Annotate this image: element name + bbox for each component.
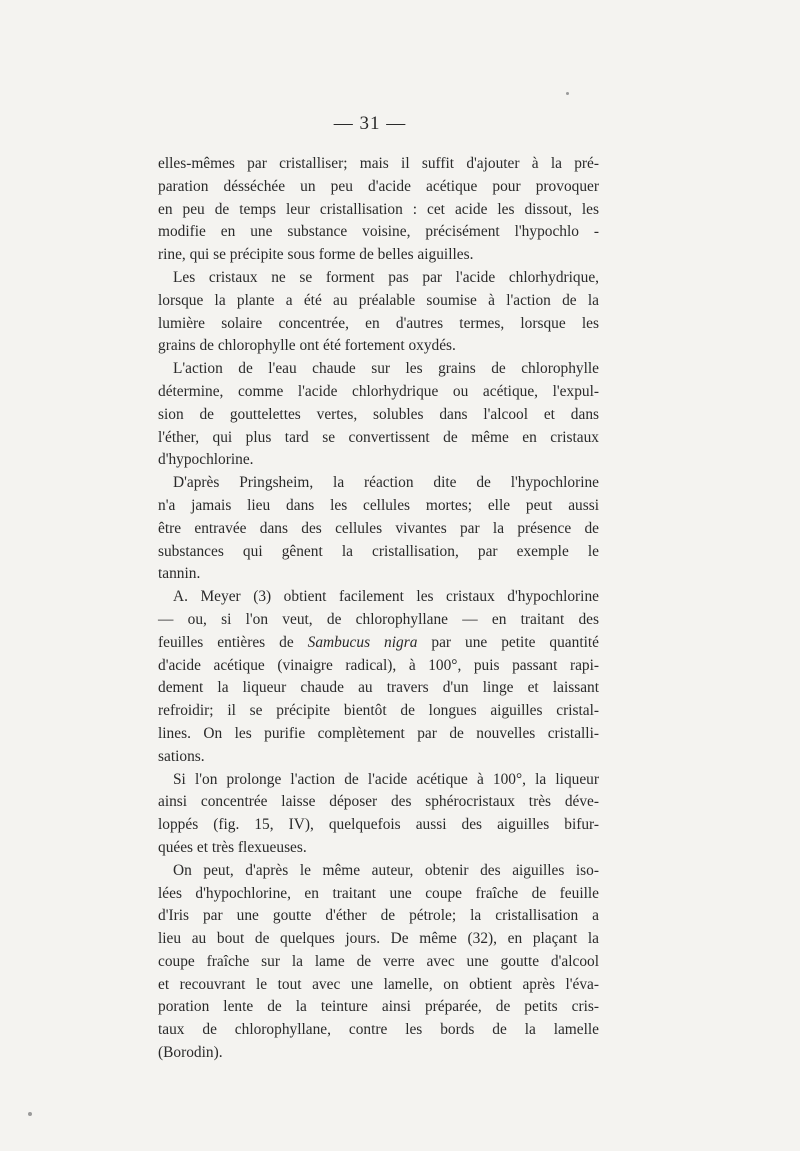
text-line: (Borodin). xyxy=(158,1044,223,1062)
text-line: lieu au bout de quelques jours. De même (32), en plaçant la xyxy=(158,930,599,948)
text-line: lumière solaire concentrée, en d'autres termes, lorsque les xyxy=(158,314,599,332)
text-line: d'Iris par une goutte d'éther de pétrole; la cristallisation a xyxy=(158,907,599,925)
text-line: — ou, si l'on veut, de chlorophyllane — en traitant des xyxy=(158,610,599,628)
text-line: l'éther, qui plus tard se convertissent de même en cristaux xyxy=(158,428,599,446)
paragraph xyxy=(158,586,599,768)
text-line: ainsi concentrée laisse déposer des sphérocristaux très déve- xyxy=(158,793,599,811)
text-line: détermine, comme l'acide chlorhydrique ou acétique, l'expul- xyxy=(158,382,599,400)
text-line: n'a jamais lieu dans les cellules mortes; elle peut aussi xyxy=(158,496,599,514)
paragraph xyxy=(158,472,599,586)
paragraph xyxy=(158,267,599,358)
text-line: grains de chlorophylle ont été fortement oxydés. xyxy=(158,337,456,355)
text-line: poration lente de la teinture ainsi préparée, de petits cris- xyxy=(158,998,599,1016)
text-line: feuilles entières de Sambucus nigra par une petite quantité xyxy=(158,633,599,651)
page-number: — 31 — xyxy=(333,113,407,134)
text-line: On peut, d'après le même auteur, obtenir des aiguilles iso- xyxy=(173,861,599,879)
text-line: lines. On les purifie complètement par de nouvelles cristalli- xyxy=(158,724,599,742)
body-text xyxy=(158,153,599,1065)
text-line: coupe fraîche sur la lame de verre avec une goutte d'alcool xyxy=(158,952,599,970)
text-line: substances qui gênent la cristallisation, par exemple le xyxy=(158,542,599,560)
text-line: paration désséchée un peu d'acide acétique pour provoquer xyxy=(158,177,599,195)
paragraph xyxy=(158,358,599,472)
text-line: en peu de temps leur cristallisation : cet acide les dissout, les xyxy=(158,200,599,218)
text-line: A. Meyer (3) obtient facilement les cristaux d'hypochlorine xyxy=(173,588,599,606)
text-line: lorsque la plante a été au préalable soumise à l'action de la xyxy=(158,291,599,309)
text-line: loppés (fig. 15, IV), quelquefois aussi des aiguilles bifur- xyxy=(158,816,599,834)
species-name: Sambucus nigra xyxy=(307,633,418,651)
text-line: quées et très flexueuses. xyxy=(158,838,307,856)
text-line: et recouvrant le tout avec une lamelle, on obtient après l'éva- xyxy=(158,975,599,993)
text-line: elles-mêmes par cristalliser; mais il suffit d'ajouter à la pré- xyxy=(158,155,599,172)
text-line: Si l'on prolonge l'action de l'acide acétique à 100°, la liqueur xyxy=(173,770,599,788)
paragraph xyxy=(158,153,599,267)
text-line: lées d'hypochlorine, en traitant une coupe fraîche de feuille xyxy=(158,884,599,902)
text-line: d'acide acétique (vinaigre radical), à 100°, puis passant rapi- xyxy=(158,656,599,674)
text-line: taux de chlorophyllane, contre les bords de la lamelle xyxy=(158,1021,599,1039)
scan-speck xyxy=(28,1112,32,1116)
text-line: L'action de l'eau chaude sur les grains de chlorophylle xyxy=(173,360,599,378)
text-line: D'après Pringsheim, la réaction dite de l'hypochlorine xyxy=(173,474,599,492)
text-line: modifie en une substance voisine, précisément l'hypochlo - xyxy=(158,223,599,241)
text-line: d'hypochlorine. xyxy=(158,451,254,469)
paragraph xyxy=(158,860,599,1065)
text-line: sations. xyxy=(158,747,205,765)
text-line: tannin. xyxy=(158,565,201,583)
text-line: rine, qui se précipite sous forme de belles aiguilles. xyxy=(158,246,474,264)
text-line: Les cristaux ne se forment pas par l'acide chlorhydrique, xyxy=(173,268,599,286)
text-line: sion de gouttelettes vertes, solubles dans l'alcool et dans xyxy=(158,405,599,423)
text-line: dement la liqueur chaude au travers d'un linge et laissant xyxy=(158,679,599,697)
scan-speck xyxy=(566,92,569,95)
text-line: refroidir; il se précipite bientôt de longues aiguilles cristal- xyxy=(158,702,599,720)
paragraph xyxy=(158,769,599,860)
text-line: être entravée dans des cellules vivantes par la présence de xyxy=(158,519,599,537)
